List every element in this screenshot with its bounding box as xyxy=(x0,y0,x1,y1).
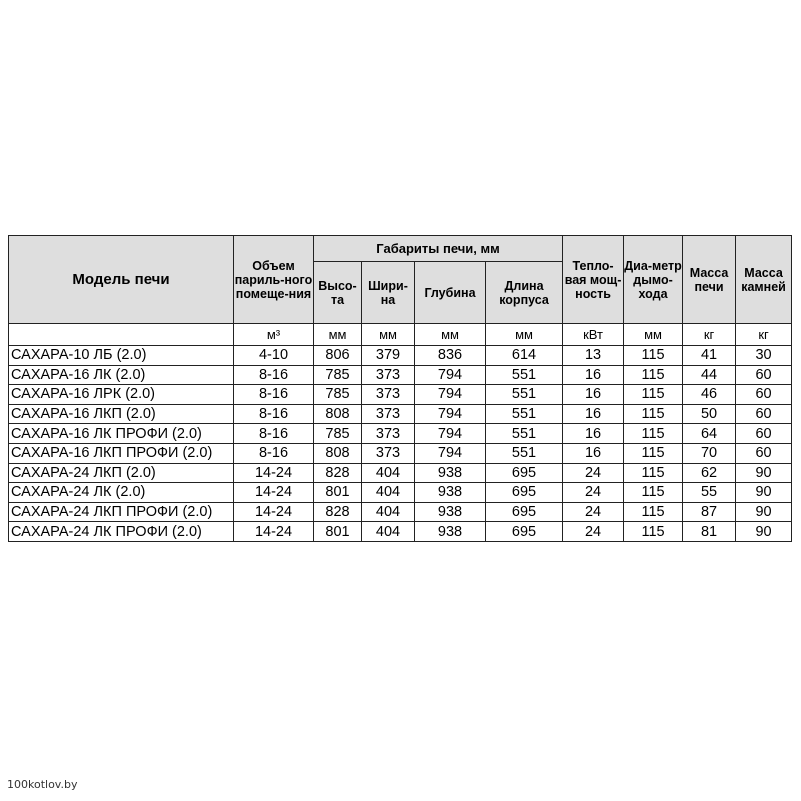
cell-width: 373 xyxy=(362,424,415,444)
cell-height: 801 xyxy=(314,522,362,542)
cell-width: 373 xyxy=(362,385,415,405)
cell-depth: 938 xyxy=(415,522,486,542)
cell-stove-mass: 46 xyxy=(683,385,736,405)
cell-height: 801 xyxy=(314,483,362,503)
cell-volume: 8-16 xyxy=(234,404,314,424)
cell-body-length: 551 xyxy=(486,365,563,385)
cell-stove-mass: 55 xyxy=(683,483,736,503)
cell-stove-mass: 62 xyxy=(683,463,736,483)
cell-height: 806 xyxy=(314,346,362,366)
cell-depth: 938 xyxy=(415,502,486,522)
cell-power: 24 xyxy=(563,483,624,503)
cell-chimney: 115 xyxy=(624,502,683,522)
cell-power: 16 xyxy=(563,365,624,385)
table-row xyxy=(9,346,792,366)
cell-power: 16 xyxy=(563,404,624,424)
unit-body-length: мм xyxy=(486,324,563,346)
cell-width: 373 xyxy=(362,443,415,463)
cell-model: САХАРА-16 ЛКП (2.0) xyxy=(9,404,234,424)
cell-chimney: 115 xyxy=(624,365,683,385)
cell-body-length: 695 xyxy=(486,522,563,542)
cell-model: САХАРА-24 ЛКП (2.0) xyxy=(9,463,234,483)
cell-model: САХАРА-10 ЛБ (2.0) xyxy=(9,346,234,366)
cell-volume: 4-10 xyxy=(234,346,314,366)
cell-model: САХАРА-24 ЛК ПРОФИ (2.0) xyxy=(9,522,234,542)
cell-volume: 8-16 xyxy=(234,424,314,444)
cell-height: 808 xyxy=(314,404,362,424)
cell-stone-mass: 90 xyxy=(736,502,792,522)
cell-chimney: 115 xyxy=(624,424,683,444)
cell-height: 785 xyxy=(314,365,362,385)
cell-height: 785 xyxy=(314,424,362,444)
cell-stove-mass: 50 xyxy=(683,404,736,424)
cell-stone-mass: 60 xyxy=(736,404,792,424)
cell-width: 379 xyxy=(362,346,415,366)
cell-volume: 8-16 xyxy=(234,443,314,463)
cell-width: 404 xyxy=(362,502,415,522)
cell-width: 373 xyxy=(362,365,415,385)
cell-body-length: 551 xyxy=(486,385,563,405)
cell-model: САХАРА-16 ЛРК (2.0) xyxy=(9,385,234,405)
cell-width: 373 xyxy=(362,404,415,424)
unit-depth: мм xyxy=(415,324,486,346)
cell-power: 16 xyxy=(563,443,624,463)
cell-stone-mass: 90 xyxy=(736,463,792,483)
unit-stove-mass: кг xyxy=(683,324,736,346)
cell-height: 828 xyxy=(314,502,362,522)
cell-stove-mass: 64 xyxy=(683,424,736,444)
cell-depth: 938 xyxy=(415,483,486,503)
cell-chimney: 115 xyxy=(624,483,683,503)
cell-body-length: 614 xyxy=(486,346,563,366)
cell-stove-mass: 44 xyxy=(683,365,736,385)
cell-body-length: 695 xyxy=(486,463,563,483)
table-row xyxy=(9,385,792,405)
header-stone-mass: Масса камней xyxy=(736,236,792,324)
cell-volume: 8-16 xyxy=(234,385,314,405)
cell-stone-mass: 60 xyxy=(736,365,792,385)
watermark: 100kotlov.by xyxy=(7,778,78,791)
cell-volume: 14-24 xyxy=(234,483,314,503)
cell-body-length: 695 xyxy=(486,483,563,503)
cell-stove-mass: 81 xyxy=(683,522,736,542)
cell-stove-mass: 87 xyxy=(683,502,736,522)
cell-model: САХАРА-16 ЛКП ПРОФИ (2.0) xyxy=(9,443,234,463)
cell-power: 24 xyxy=(563,522,624,542)
table-row xyxy=(9,483,792,503)
cell-stone-mass: 60 xyxy=(736,443,792,463)
cell-model: САХАРА-16 ЛК ПРОФИ (2.0) xyxy=(9,424,234,444)
unit-height: мм xyxy=(314,324,362,346)
cell-chimney: 115 xyxy=(624,522,683,542)
cell-height: 828 xyxy=(314,463,362,483)
cell-height: 808 xyxy=(314,443,362,463)
cell-model: САХАРА-24 ЛК (2.0) xyxy=(9,483,234,503)
cell-body-length: 551 xyxy=(486,424,563,444)
cell-width: 404 xyxy=(362,522,415,542)
header-volume: Объем париль-ного помеще-ния xyxy=(234,236,314,324)
cell-stove-mass: 41 xyxy=(683,346,736,366)
cell-body-length: 695 xyxy=(486,502,563,522)
header-depth: Глубина xyxy=(415,262,486,324)
cell-depth: 836 xyxy=(415,346,486,366)
cell-power: 16 xyxy=(563,385,624,405)
header-body-length: Длина корпуса xyxy=(486,262,563,324)
unit-volume: м³ xyxy=(234,324,314,346)
cell-chimney: 115 xyxy=(624,443,683,463)
stove-specs-table xyxy=(8,235,792,542)
cell-power: 13 xyxy=(563,346,624,366)
cell-volume: 14-24 xyxy=(234,463,314,483)
cell-chimney: 115 xyxy=(624,385,683,405)
header-power: Тепло-вая мощ-ность xyxy=(563,236,624,324)
unit-power: кВт xyxy=(563,324,624,346)
unit-chimney: мм xyxy=(624,324,683,346)
header-stove-mass: Масса печи xyxy=(683,236,736,324)
cell-power: 24 xyxy=(563,463,624,483)
cell-depth: 794 xyxy=(415,385,486,405)
unit-width: мм xyxy=(362,324,415,346)
cell-chimney: 115 xyxy=(624,463,683,483)
units-row xyxy=(9,324,792,346)
cell-body-length: 551 xyxy=(486,404,563,424)
header-chimney: Диа-метр дымо-хода xyxy=(624,236,683,324)
cell-volume: 8-16 xyxy=(234,365,314,385)
cell-depth: 794 xyxy=(415,443,486,463)
cell-width: 404 xyxy=(362,463,415,483)
header-width: Шири-на xyxy=(362,262,415,324)
cell-stove-mass: 70 xyxy=(683,443,736,463)
cell-stone-mass: 90 xyxy=(736,522,792,542)
header-model: Модель печи xyxy=(9,236,234,324)
cell-stone-mass: 60 xyxy=(736,424,792,444)
table-row xyxy=(9,463,792,483)
table-body xyxy=(9,346,792,542)
unit-model xyxy=(9,324,234,346)
cell-model: САХАРА-24 ЛКП ПРОФИ (2.0) xyxy=(9,502,234,522)
cell-chimney: 115 xyxy=(624,404,683,424)
cell-width: 404 xyxy=(362,483,415,503)
cell-stone-mass: 60 xyxy=(736,385,792,405)
cell-stone-mass: 90 xyxy=(736,483,792,503)
unit-stone-mass: кг xyxy=(736,324,792,346)
cell-chimney: 115 xyxy=(624,346,683,366)
table-row xyxy=(9,443,792,463)
cell-depth: 794 xyxy=(415,404,486,424)
cell-stone-mass: 30 xyxy=(736,346,792,366)
cell-height: 785 xyxy=(314,385,362,405)
cell-depth: 794 xyxy=(415,424,486,444)
header-height: Высо-та xyxy=(314,262,362,324)
cell-model: САХАРА-16 ЛК (2.0) xyxy=(9,365,234,385)
cell-body-length: 551 xyxy=(486,443,563,463)
table-row xyxy=(9,365,792,385)
cell-volume: 14-24 xyxy=(234,502,314,522)
cell-depth: 938 xyxy=(415,463,486,483)
header-dimensions-group: Габариты печи, мм xyxy=(314,236,563,262)
table-row xyxy=(9,522,792,542)
table-row xyxy=(9,424,792,444)
cell-depth: 794 xyxy=(415,365,486,385)
cell-volume: 14-24 xyxy=(234,522,314,542)
table-row xyxy=(9,502,792,522)
cell-power: 24 xyxy=(563,502,624,522)
cell-power: 16 xyxy=(563,424,624,444)
table-row xyxy=(9,404,792,424)
